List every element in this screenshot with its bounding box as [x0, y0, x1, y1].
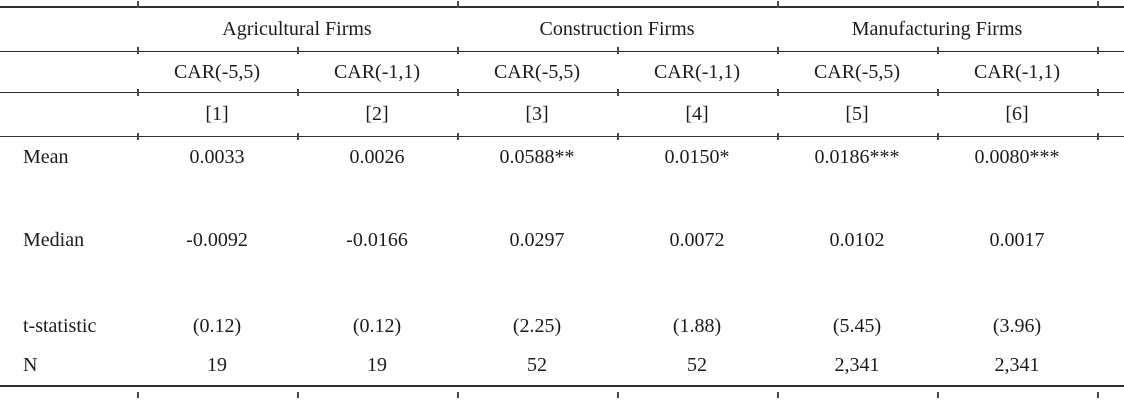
cell-border-tick	[457, 47, 459, 54]
column-number: [3]	[525, 103, 549, 125]
cell-border-tick	[137, 47, 139, 54]
cell-border-tick	[137, 133, 139, 140]
table-cell: 2,341	[994, 354, 1040, 376]
column-number: [1]	[205, 103, 229, 125]
column-header-car: CAR(-1,1)	[653, 60, 741, 83]
spacer-cell	[1097, 348, 1124, 386]
column-header-car: CAR(-5,5)	[173, 60, 261, 83]
row-label-median: Median	[23, 229, 85, 251]
cell-border-tick	[937, 392, 939, 398]
corner-spacer-cell	[0, 7, 137, 51]
t-statistic-row	[0, 304, 1124, 348]
table-cell: -0.0092	[186, 229, 248, 251]
table-cell: (5.45)	[832, 315, 882, 337]
table-cell: (2.25)	[512, 315, 562, 337]
group-header-manufacturing-firms: Manufacturing Firms	[851, 18, 1023, 41]
spacer-cell	[1097, 92, 1124, 136]
column-number: [6]	[1005, 103, 1029, 125]
table-cell: -0.0166	[346, 229, 408, 251]
spacer-cell	[1097, 136, 1124, 220]
table-cell: 0.0150*	[664, 145, 730, 168]
cell-border-tick	[777, 133, 779, 140]
cell-border-tick	[617, 47, 619, 54]
row-label-t-statistic: t-statistic	[23, 315, 97, 337]
column-header-car: CAR(-1,1)	[333, 60, 421, 83]
cell-border-tick	[297, 89, 299, 96]
column-number: [5]	[845, 103, 869, 125]
cell-border-tick	[137, 392, 139, 398]
column-header-car: CAR(-5,5)	[493, 60, 581, 83]
cell-border-tick	[457, 392, 459, 398]
car-statistics-table	[0, 6, 1124, 387]
cell-border-tick	[777, 392, 779, 398]
cell-border-tick	[617, 133, 619, 140]
cell-border-tick	[777, 47, 779, 54]
cell-border-tick	[137, 89, 139, 96]
table-cell: 0.0102	[829, 229, 885, 251]
mean-row	[0, 136, 1124, 220]
table-cell: 19	[207, 354, 227, 376]
column-number: [2]	[365, 103, 389, 125]
cell-border-tick	[297, 133, 299, 140]
spacer-cell	[1097, 51, 1124, 92]
table-cell: (1.88)	[672, 315, 722, 337]
table-cell: 0.0033	[189, 145, 245, 168]
row-label-n: N	[23, 354, 38, 376]
group-header-construction-firms: Construction Firms	[539, 18, 695, 41]
table-cell: 0.0080***	[974, 145, 1060, 168]
row-label-mean: Mean	[23, 145, 69, 168]
table-cell: 0.0186***	[814, 145, 900, 168]
median-row	[0, 220, 1124, 304]
cell-border-tick	[1097, 89, 1099, 96]
table-cell: 0.0026	[349, 145, 405, 168]
cell-border-tick	[297, 392, 299, 398]
cell-border-tick	[457, 133, 459, 140]
cell-border-tick	[137, 1, 139, 8]
table-cell: 0.0072	[669, 229, 725, 251]
cell-border-tick	[937, 47, 939, 54]
cell-border-tick	[457, 1, 459, 8]
column-number: [4]	[685, 103, 709, 125]
table-cell: 0.0017	[989, 229, 1045, 251]
table-cell: (0.12)	[192, 315, 242, 337]
cell-border-tick	[457, 89, 459, 96]
cell-border-tick	[777, 1, 779, 8]
column-header-car: CAR(-1,1)	[973, 60, 1061, 83]
table-cell: 2,341	[834, 354, 880, 376]
spacer-cell	[0, 51, 137, 92]
table-cell: 0.0588**	[499, 145, 575, 168]
cell-border-tick	[937, 89, 939, 96]
cell-border-tick	[937, 133, 939, 140]
table-cell: (0.12)	[352, 315, 402, 337]
column-header-car: CAR(-5,5)	[813, 60, 901, 83]
table-cell: (3.96)	[992, 315, 1042, 337]
group-header-row	[0, 7, 1124, 51]
group-header-agricultural-firms: Agricultural Firms	[222, 18, 372, 41]
table-cell: 52	[687, 354, 707, 376]
table-cell: 52	[527, 354, 547, 376]
table-cell: 0.0297	[509, 229, 565, 251]
spacer-cell	[1097, 220, 1124, 304]
n-row	[0, 348, 1124, 386]
cell-border-tick	[777, 89, 779, 96]
spacer-cell	[0, 92, 137, 136]
cell-border-tick	[297, 47, 299, 54]
cell-border-tick	[1097, 392, 1099, 398]
spacer-cell	[1097, 304, 1124, 348]
column-number-row	[0, 92, 1124, 136]
cell-border-tick	[617, 89, 619, 96]
cell-border-tick	[1097, 133, 1099, 140]
cell-border-tick	[1097, 47, 1099, 54]
table-cell: 19	[367, 354, 387, 376]
cell-border-tick	[617, 392, 619, 398]
car-window-header-row	[0, 51, 1124, 92]
cell-border-tick	[1097, 1, 1099, 8]
spacer-cell	[1097, 7, 1124, 51]
